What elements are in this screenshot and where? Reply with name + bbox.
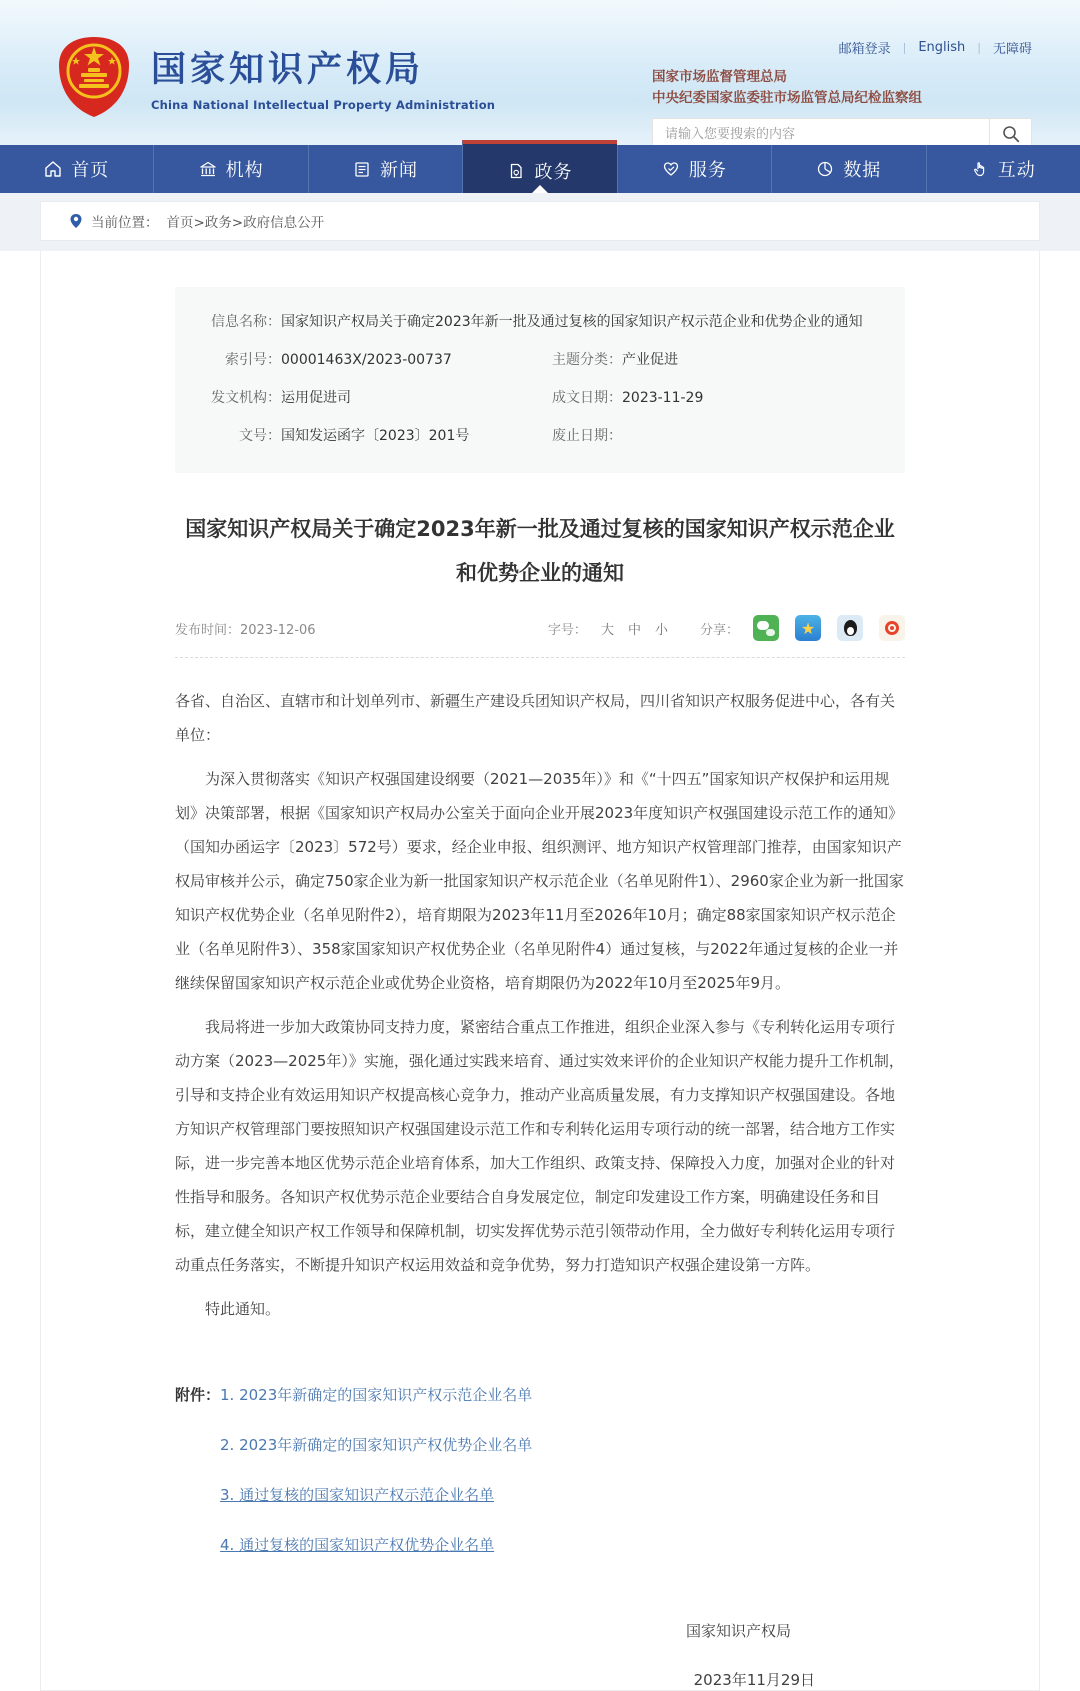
news-icon — [353, 160, 371, 178]
breadcrumb-strip — [0, 193, 1080, 251]
header-right — [652, 38, 1032, 150]
fontsize-controls — [601, 619, 668, 638]
document-icon — [507, 162, 525, 180]
attachment-link-1[interactable]: 1. 2023年新确定的国家知识产权示范企业名单 — [220, 1386, 533, 1404]
attachment-item — [220, 1474, 532, 1512]
closing-line: 特此通知。 — [205, 1300, 281, 1318]
info-name-label: 信息名称： — [211, 314, 281, 330]
location-pin-icon — [69, 213, 83, 229]
nav-label: 互动 — [997, 160, 1036, 181]
attachments-section — [175, 1374, 905, 1574]
attachment-link-4[interactable]: 4. 通过复核的国家知识产权优势企业名单 — [220, 1536, 495, 1554]
signature-date: 2023年11月29日 — [693, 1671, 815, 1689]
attachments-label: 附件： — [175, 1386, 221, 1404]
search-icon — [1002, 125, 1020, 143]
publish-time-label: 发布时间： — [175, 622, 241, 638]
attachment-link-3[interactable]: 3. 通过复核的国家知识产权示范企业名单 — [220, 1486, 495, 1504]
related-org-line1[interactable]: 国家市场监督管理总局 — [652, 69, 787, 85]
share-icons — [753, 615, 905, 641]
document-meta-box — [175, 287, 905, 473]
issuing-agency-label: 发文机构： — [211, 390, 281, 406]
fontsize-medium-button[interactable]: 中 — [627, 622, 641, 638]
publish-time-value: 2023-12-06 — [240, 622, 316, 638]
meta-row — [199, 379, 881, 417]
repeal-date-label: 废止日期： — [552, 428, 622, 444]
pie-chart-icon — [816, 160, 834, 178]
nav-label: 政务 — [534, 162, 573, 183]
nav-label: 新闻 — [380, 160, 419, 181]
article-meta-bar — [175, 615, 905, 641]
attachment-item — [220, 1524, 532, 1562]
salutation: 各省、自治区、直辖市和计划单列市、新疆生产建设兵团知识产权局，四川省知识产权服务促进中心，各有关单位： — [175, 692, 896, 744]
nav-label: 机构 — [225, 160, 264, 181]
top-links — [652, 38, 1032, 57]
meta-row — [199, 341, 881, 379]
breadcrumb-label: 当前位置： — [91, 215, 159, 231]
attachment-item — [220, 1424, 532, 1462]
paragraph-2: 我局将进一步加大政策协同支持力度，紧密结合重点工作推进，组织企业深入参与《专利转化运用专项行动方案（2023—2025年）》实施，强化通过实践来培育、通过实效来评价的企业知识产权能力提升工作机制，引导和支持企业有效运用知识产权提高核心竞争力，推动产业高质量发展，有力支撑知识产权强国建设。各地方知识产权管理部门要按照知识产权强国建设示范工作和专利转化运用专项行动的统一部署，结合地方工作实际，进一步完善本地区优势示范企业培育体系，加大工作组织、政策支持、保障投入力度，加强对企业的针对性指导和服务。各知识产权优势示范企业要结合自身发展定位，制定印发建设工作方案，明确建设任务和目标，建立健全知识产权工作领导和保障机制，切实发挥优势示范引领带动作用，全力做好专利转化运用专项行动重点任务落实，不断提升知识产权运用效益和竞争优势，努力打造知识产权强企建设第一方阵。 — [175, 1018, 904, 1274]
nav-label: 服务 — [688, 160, 727, 181]
hand-icon — [971, 160, 989, 178]
mail-login-link[interactable]: 邮箱登录 — [838, 42, 891, 57]
nav-item-services[interactable] — [617, 145, 771, 193]
nav-item-organization[interactable] — [153, 145, 307, 193]
meta-row — [199, 417, 881, 455]
signature-org: 国家知识产权局 — [685, 1622, 791, 1640]
fontsize-small-button[interactable]: 小 — [654, 622, 668, 638]
main-nav — [0, 145, 1080, 193]
document-number-value: 国知发运函字〔2023〕201号 — [281, 428, 470, 444]
written-date-value: 2023-11-29 — [622, 390, 704, 406]
wechat-share-icon[interactable] — [753, 615, 779, 641]
article — [175, 507, 905, 1690]
share-label: 分享： — [699, 622, 739, 638]
related-org-line2[interactable]: 中央纪委国家监委驻市场监管总局纪检监察组 — [652, 90, 922, 106]
issuing-agency-value: 运用促进司 — [281, 390, 351, 406]
home-icon — [44, 160, 62, 178]
qq-share-icon[interactable] — [837, 615, 863, 641]
meta-row-info-name — [199, 303, 881, 341]
nav-item-data[interactable] — [771, 145, 925, 193]
related-orgs — [652, 67, 1032, 109]
attachment-link-2[interactable]: 2. 2023年新确定的国家知识产权优势企业名单 — [220, 1436, 533, 1454]
brand — [55, 35, 495, 119]
fontsize-label: 字号： — [547, 622, 587, 638]
document-number-label: 文号： — [239, 428, 281, 444]
link-separator: | — [977, 41, 981, 54]
index-number-label: 索引号： — [225, 352, 281, 368]
english-link[interactable]: English — [918, 40, 966, 55]
breadcrumb — [40, 201, 1040, 241]
written-date-label: 成文日期： — [552, 390, 622, 406]
nav-label: 数据 — [843, 160, 882, 181]
service-heart-icon — [662, 160, 680, 178]
breadcrumb-path[interactable]: 首页>政务>政府信息公开 — [166, 215, 325, 231]
qzone-share-icon[interactable]: ★ — [795, 615, 821, 641]
signature-block — [175, 1620, 905, 1690]
article-body — [175, 684, 905, 1326]
site-header — [0, 0, 1080, 145]
fontsize-large-button[interactable]: 大 — [600, 622, 614, 638]
attachment-item — [220, 1374, 532, 1412]
info-name-value: 国家知识产权局关于确定2023年新一批及通过复核的国家知识产权示范企业和优势企业的通知 — [281, 314, 863, 330]
link-separator: | — [902, 41, 907, 54]
title-body-divider — [175, 657, 905, 658]
nav-item-home[interactable] — [0, 145, 153, 193]
nav-item-government-affairs[interactable] — [462, 140, 616, 193]
nav-item-news[interactable] — [308, 145, 462, 193]
bank-icon — [199, 160, 217, 178]
nav-label: 首页 — [71, 160, 110, 181]
index-number-value: 00001463X/2023-00737 — [281, 352, 452, 368]
attachments-list — [220, 1374, 532, 1574]
national-emblem-logo — [55, 35, 133, 119]
weibo-share-icon[interactable] — [879, 615, 905, 641]
nav-item-interaction[interactable] — [926, 145, 1080, 193]
content-card — [40, 251, 1040, 1691]
topic-category-value: 产业促进 — [622, 352, 678, 368]
accessibility-link[interactable]: 无障碍 — [992, 42, 1032, 57]
topic-category-label: 主题分类： — [552, 352, 622, 368]
site-subtitle: China National Intellectual Property Administration — [151, 98, 496, 112]
paragraph-1: 为深入贯彻落实《知识产权强国建设纲要（2021—2035年）》和《“十四五”国家知识产权保护和运用规划》决策部署，根据《国家知识产权局办公室关于面向企业开展2023年度知识产权强国建设示范工作的通知》（国知办函运字〔2023〕572号）要求，经企业申报、组织测评、地方知识产权管理部门推荐，由国家知识产权局审核并公示，确定750家企业为新一批国家知识产权示范企业（名单见附件1）、2960家企业为新一批国家知识产权优势企业（名单见附件2），培育期限为2023年11月至2026年10月；确定88家国家知识产权示范企业（名单见附件3）、358家国家知识产权优势企业（名单见附件4）通过复核，与2022年通过复核的企业一并继续保留国家知识产权示范企业或优势企业资格，培育期限仍为2022年10月至2025年9月。 — [175, 770, 904, 992]
article-title: 国家知识产权局关于确定2023年新一批及通过复核的国家知识产权示范企业和优势企业的通知 — [185, 517, 895, 585]
site-title: 国家知识产权局 — [151, 50, 425, 90]
brand-text — [151, 42, 495, 112]
